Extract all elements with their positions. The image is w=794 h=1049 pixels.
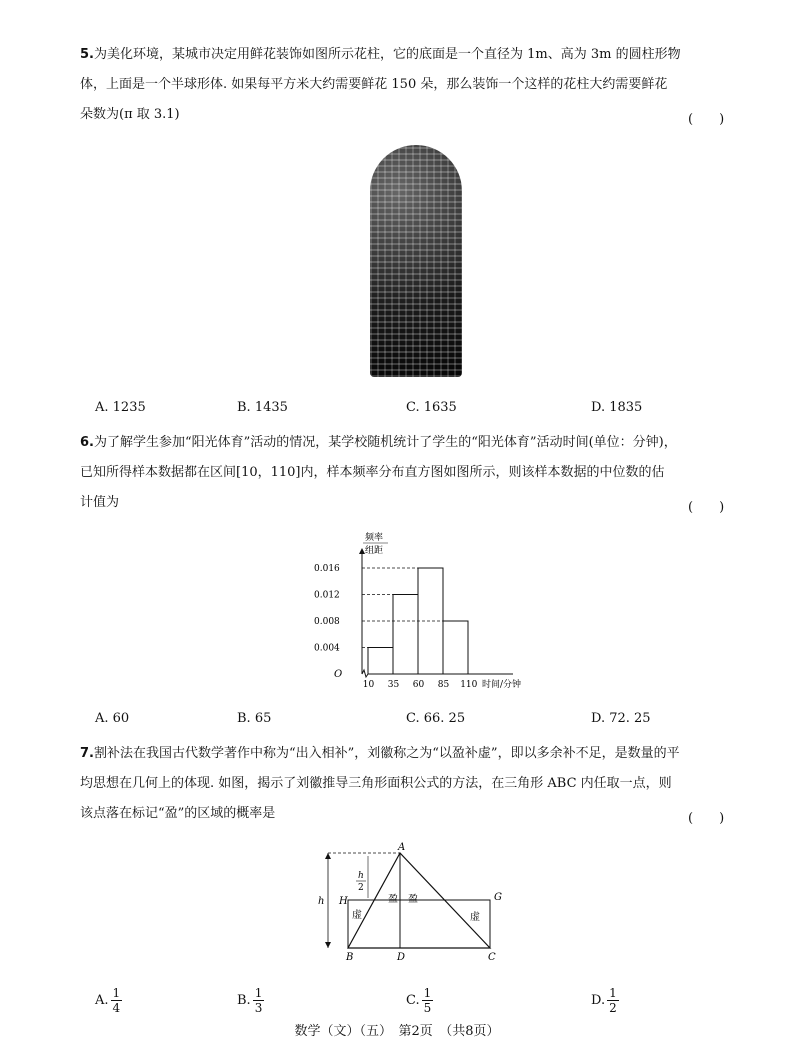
- label-xu-left: 虚: [352, 910, 362, 921]
- option-d: D. 1835: [591, 400, 643, 415]
- axis-break: [362, 670, 368, 677]
- denominator: 5: [423, 1001, 432, 1015]
- option-label: A.: [95, 993, 109, 1008]
- numerator: 1: [112, 986, 121, 1000]
- y-tick-label: 0.004: [314, 643, 340, 654]
- histogram-bar: [368, 648, 393, 675]
- question-5: [80, 40, 740, 130]
- question-7: [80, 739, 740, 829]
- fraction: [422, 986, 434, 1015]
- question-number: 7.: [80, 746, 94, 761]
- option-c: C. 66. 25: [406, 711, 466, 726]
- answer-paren: ( ): [688, 811, 725, 826]
- numerator: 1: [254, 986, 263, 1000]
- numerator: 1: [609, 986, 617, 1000]
- question-number: 6.: [80, 435, 94, 450]
- option-d: [591, 986, 619, 1015]
- label-g: G: [494, 892, 502, 903]
- option-b: B. 1435: [237, 400, 288, 415]
- x-tick-label: 85: [437, 680, 450, 690]
- fraction: [111, 986, 123, 1015]
- histogram-bar: [443, 621, 468, 674]
- option-label: C.: [406, 993, 420, 1008]
- y-axis-label-denominator: 组距: [365, 546, 384, 556]
- fraction: [607, 986, 619, 1015]
- arrow-down-icon: [325, 942, 331, 948]
- denominator: 4: [112, 1001, 121, 1015]
- option-c: [406, 986, 433, 1015]
- label-height: h: [318, 896, 325, 907]
- option-c: C. 1635: [406, 400, 457, 415]
- label-b: B: [346, 952, 354, 963]
- option-a: [95, 986, 122, 1015]
- triangle-figure: [310, 840, 510, 965]
- y-axis-label-numerator: 频率: [365, 533, 384, 543]
- frequency-histogram: [300, 528, 540, 698]
- denominator: 2: [609, 1001, 617, 1015]
- arrow-up-icon: [325, 853, 331, 859]
- histogram-bar: [393, 595, 418, 675]
- label-ying-left: 盈: [388, 894, 398, 905]
- question-6: [80, 428, 740, 518]
- fraction: [253, 986, 265, 1015]
- origin-label: O: [334, 669, 343, 680]
- x-axis-label: 时间/分钟: [482, 680, 522, 690]
- option-a: A. 1235: [95, 400, 146, 415]
- question-text-line: 朵数为(π 取 3.1): [80, 107, 180, 122]
- x-tick-label: 110: [460, 680, 478, 690]
- rectangle-bhgc: [348, 900, 490, 948]
- label-h: H: [339, 896, 348, 907]
- label-d: D: [397, 952, 406, 963]
- question-text-line: 均思想在几何上的体现. 如图，揭示了刘徽推导三角形面积公式的方法，在三角形 ABC 内任取一点，则: [80, 776, 672, 791]
- question-text-line: 为美化环境，某城市决定用鲜花装饰如图所示花柱，它的底面是一个直径为 1m、高为 3m 的圆柱形物: [93, 47, 681, 62]
- option-b: [237, 986, 264, 1015]
- denominator: 3: [254, 1001, 263, 1015]
- option-label: B.: [237, 993, 251, 1008]
- question-text-line: 已知所得样本数据都在区间[10，110]内，样本频率分布直方图如图所示，则该样本数据的中位数的估: [80, 465, 665, 480]
- option-label: D.: [591, 993, 606, 1008]
- label-a: A: [398, 842, 406, 853]
- question-text-line: 为了解学生参加“阳光体育”活动的情况，某学校随机统计了学生的“阳光体育”活动时间(单位：分钟)，: [93, 435, 677, 450]
- flower-pillar-image: [370, 145, 462, 377]
- answer-paren: ( ): [688, 112, 725, 127]
- label-half-num: h: [358, 871, 364, 881]
- option-a: A. 60: [95, 711, 130, 726]
- option-b: B. 65: [237, 711, 272, 726]
- question-number: 5.: [80, 47, 94, 62]
- label-half-den: 2: [358, 883, 364, 893]
- y-tick-label: 0.008: [314, 617, 340, 627]
- page-footer: 数学（文）（五） 第2页 （共8页）: [294, 1024, 500, 1039]
- option-d: D. 72. 25: [591, 711, 651, 726]
- question-text-line: 计值为: [80, 495, 120, 510]
- numerator: 1: [423, 986, 432, 1000]
- y-tick-label: 0.012: [314, 590, 340, 601]
- x-tick-label: 10: [362, 680, 375, 690]
- label-ying-right: 盈: [408, 894, 418, 905]
- x-tick-label: 35: [387, 680, 400, 690]
- x-tick-label: 60: [412, 680, 425, 690]
- question-text-line: 体，上面是一个半球形体. 如果每平方米大约需要鲜花 150 朵，那么装饰一个这样的花柱大约需要鲜花: [80, 77, 668, 92]
- y-tick-label: 0.016: [314, 564, 340, 574]
- question-text-line: 割补法在我国古代数学著作中称为“出入相补”，刘徽称之为“以盈补虚”，即以多余补不足，是数量的平: [93, 746, 680, 761]
- answer-paren: ( ): [688, 500, 725, 515]
- label-c: C: [488, 952, 496, 963]
- question-text-line: 该点落在标记“盈”的区域的概率是: [80, 806, 276, 821]
- label-xu-right: 虚: [470, 912, 480, 923]
